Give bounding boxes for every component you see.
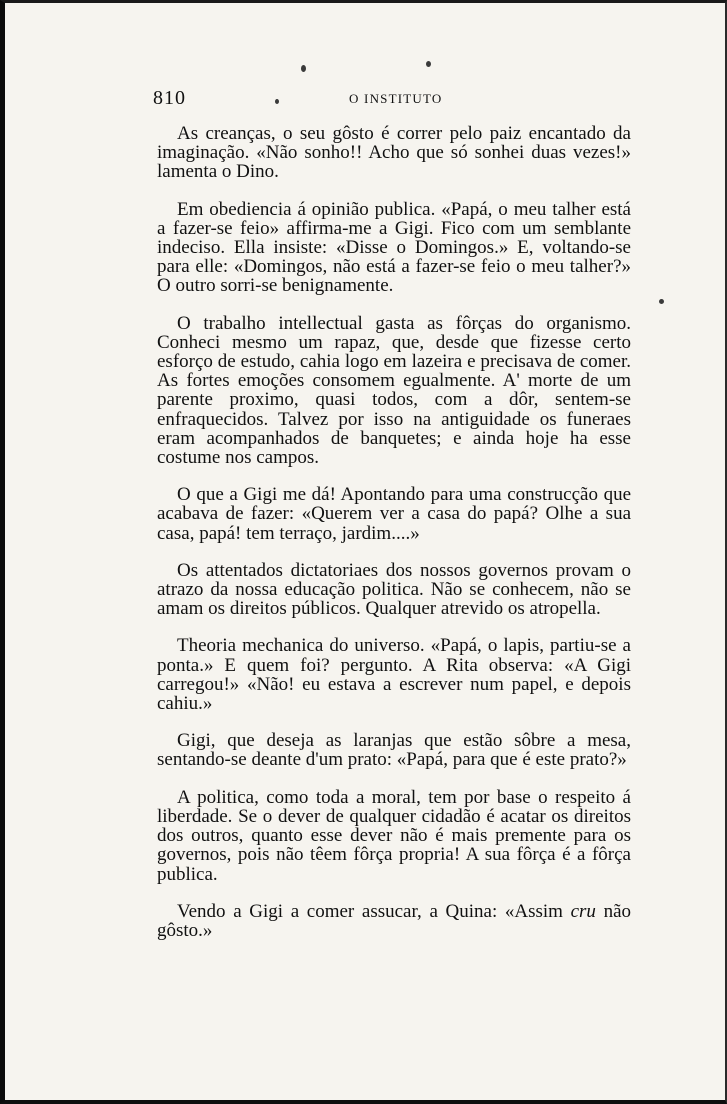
paragraph: A politica, como toda a moral, tem por base o respeito á liberdade. Se o dever de qualquer cidadão é acatar os direitos dos outros, quanto esse dever não é mais premente para os governos, pois não têem fôrça propria! A sua fôrça é a fôrça publica. <box>157 786 631 885</box>
ink-speck <box>301 65 306 72</box>
running-title: O INSTITUTO <box>349 91 443 106</box>
page-header <box>153 87 633 113</box>
paragraph: Em obediencia á opinião publica. «Papá, o meu talher está a fazer-se feio» affirma-me a Gigi. Fico com um semblante indeciso. Ella insiste: «Disse o Domingos.» E, voltando-se para elle: «Domingos, não está a fazer-se feio o meu talher?» O outro sorri-se benignamente. <box>157 198 631 297</box>
paragraph: As creanças, o seu gôsto é correr pelo paiz encantado da imaginação. «Não sonho!! Acho que só sonhei duas vezes!» lamenta o Dino. <box>157 123 631 183</box>
paragraph: Theoria mechanica do universo. «Papá, o lapis, partiu-se a ponta.» E quem foi? pergunto. A Rita observa: «A Gigi carregou!» «Não! eu estava a escrever num papel, e depois cahiu.» <box>157 635 631 715</box>
paragraph: O trabalho intellectual gasta as fôrças do organismo. Conheci mesmo um rapaz, que, desde que fizesse certo esforço de estudo, cahia logo em lazeira e precisava de comer. As fortes emoções consomem egualmente. A' morte de um parente proximo, quasi todos, com a dôr, sentem-se enfraquecidos. Talvez por isso na antiguidade os funeraes eram acompanhados de banquetes; e ainda hoje ha esse costume nos campos. <box>157 312 631 469</box>
page-number: 810 <box>153 87 186 109</box>
paragraph: Gigi, que deseja as laranjas que estão sôbre a mesa, sentando-se deante d'um prato: «Papá, para que é este prato?» <box>157 730 631 771</box>
ink-speck <box>659 299 664 304</box>
paragraph-text: não gôsto.» <box>157 900 632 941</box>
italic-word: cru <box>570 900 596 922</box>
paragraph: O que a Gigi me dá! Apontando para uma construcção que acabava de fazer: «Querem ver a casa do papá? Olhe a sua casa, papá! tem terraço, jardim....» <box>157 484 631 544</box>
body-text <box>157 124 631 958</box>
paragraph-last <box>157 902 631 940</box>
paragraph: Os attentados dictatoriaes dos nossos governos provam o atrazo da nossa educação politica. Não se conhecem, não se amam os direitos públicos. Qualquer atrevido os atropella. <box>157 559 631 620</box>
ink-speck <box>426 61 431 67</box>
paragraph-text: Vendo a Gigi a comer assucar, a Quina: «Assim <box>177 900 571 922</box>
